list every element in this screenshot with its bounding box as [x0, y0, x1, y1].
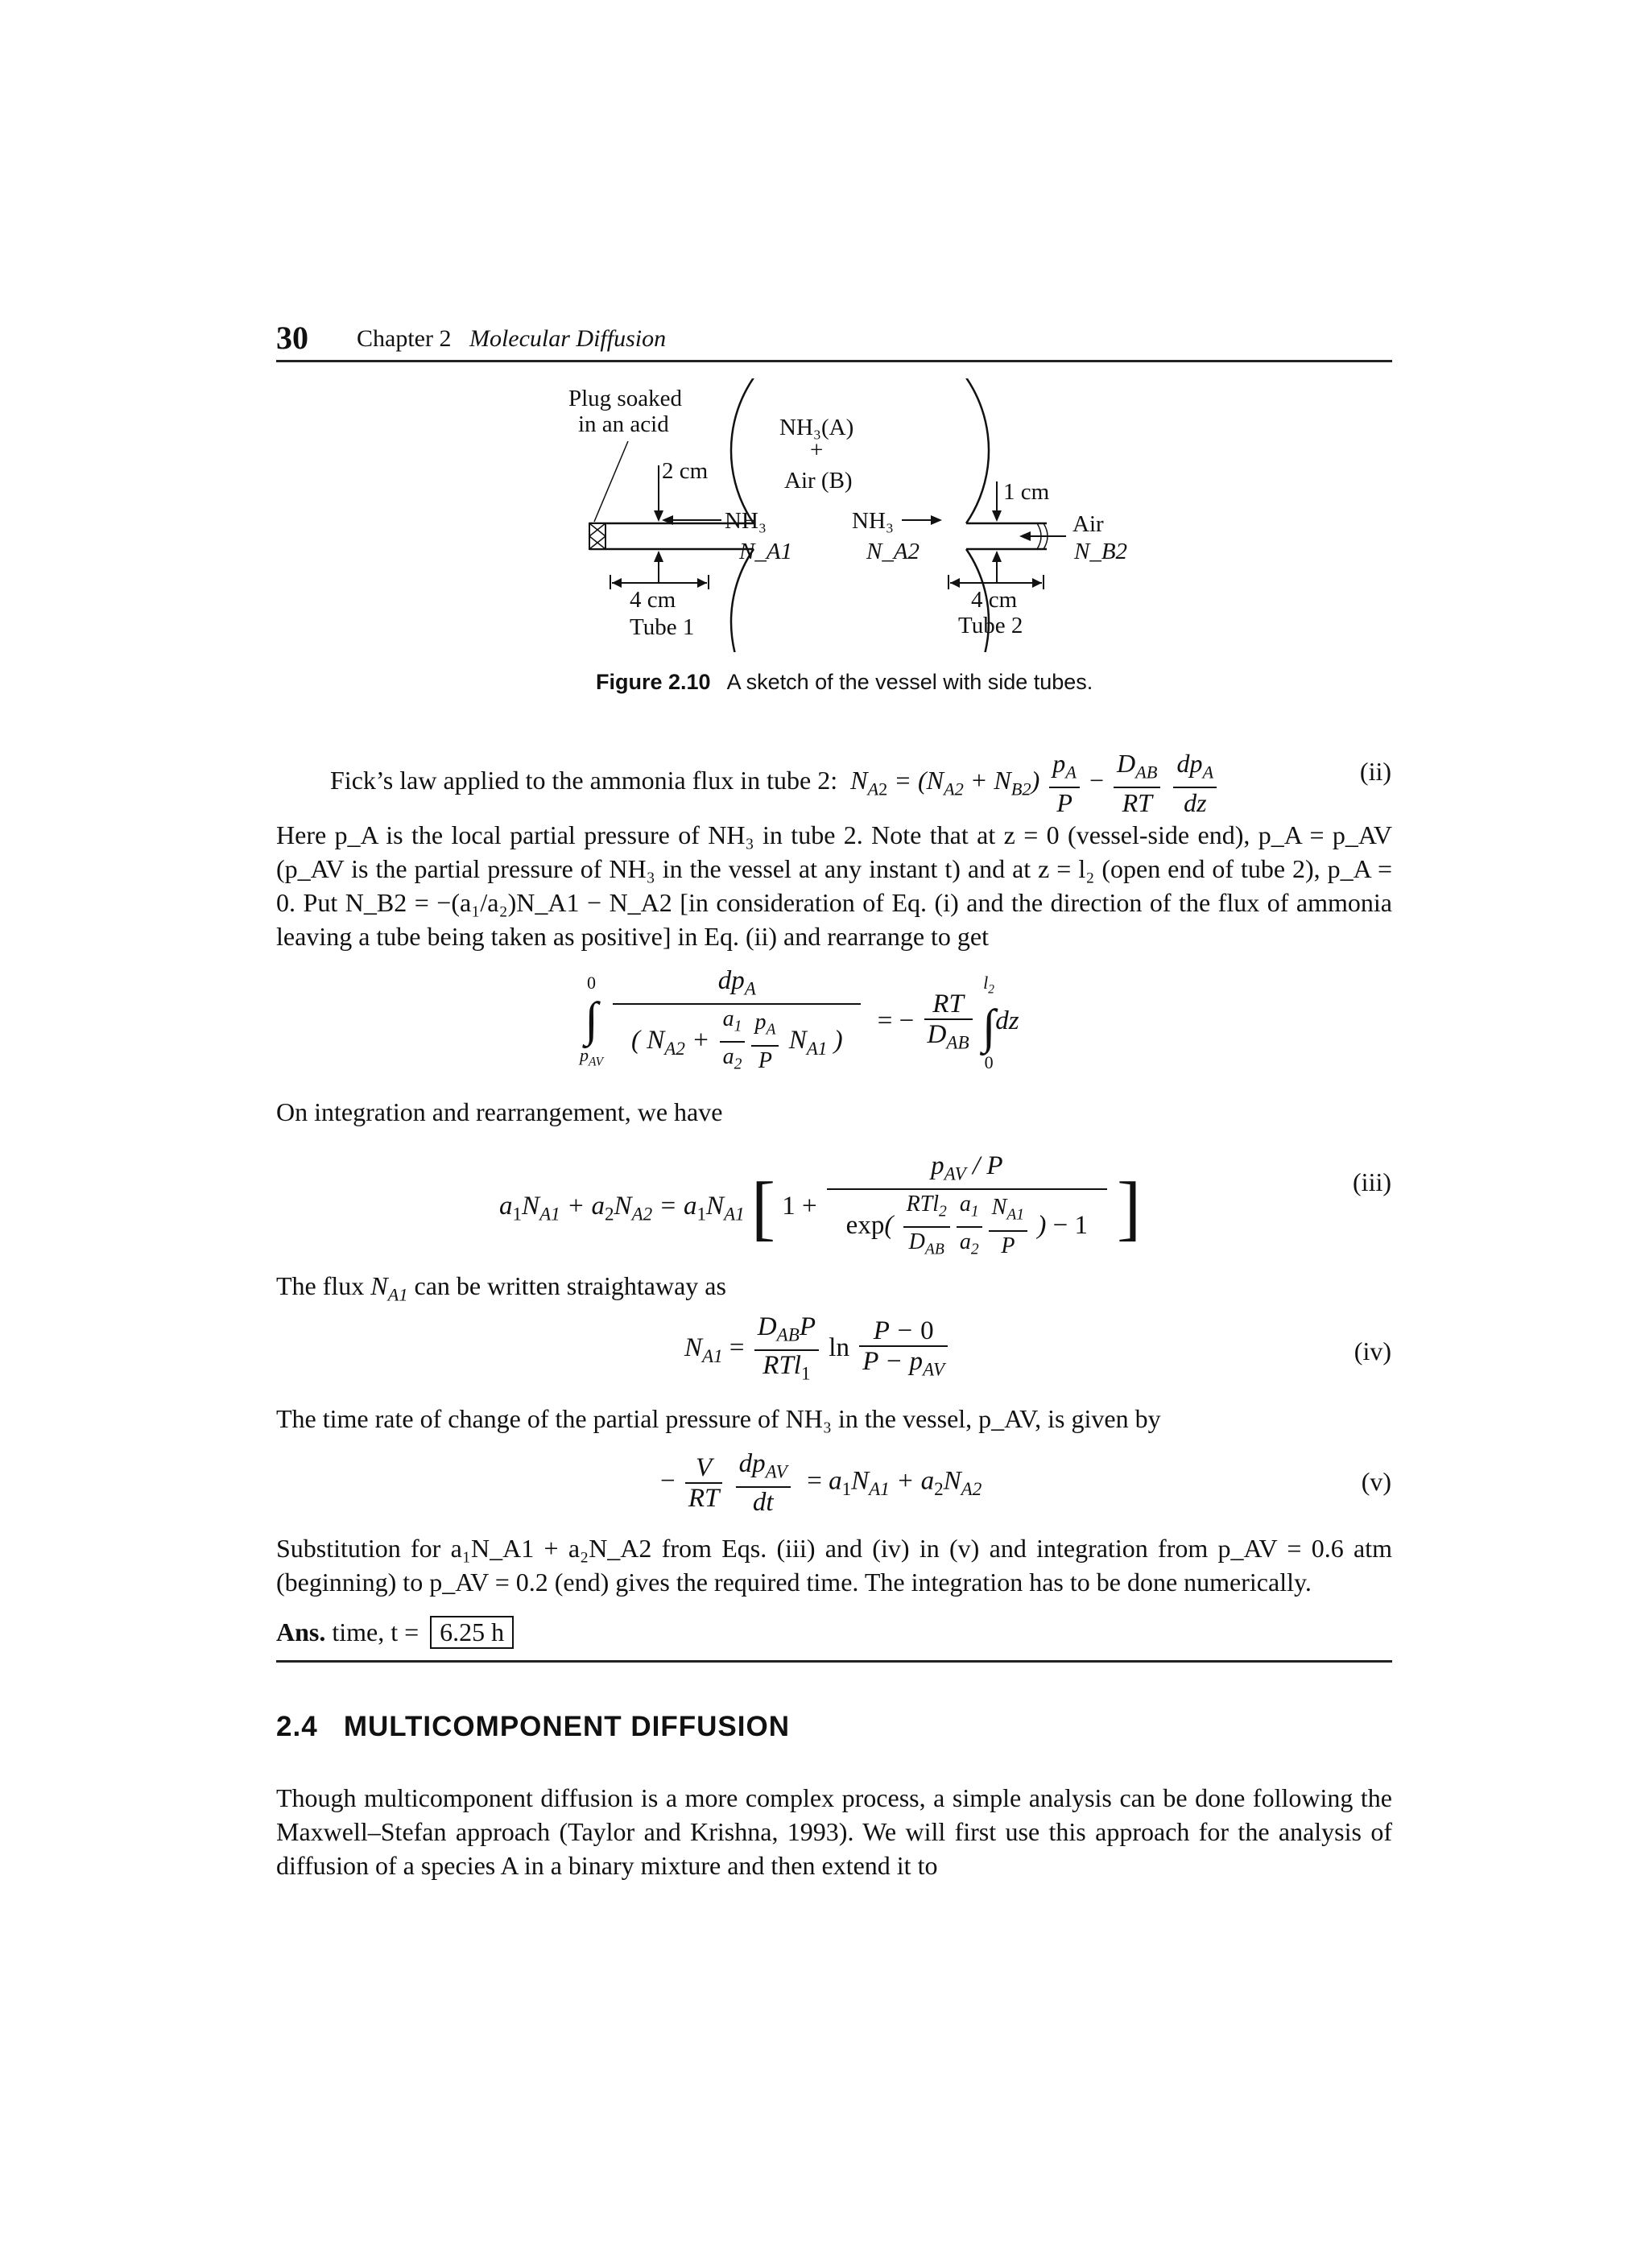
answer-value: 6.25 h: [430, 1616, 514, 1649]
example-end-rule: [276, 1660, 1392, 1663]
paragraph-boundary-conditions: Here p_A is the local partial pressure of NH₃ in tube 2. Note that at z = 0 (vessel-side end), p_A = p_AV (p_AV is the partial pressure of NH₃ in the vessel at any instant t) and at z = l₂ (open end of tube 2), p_A = 0. Put N_B2 = −(a₁/a₂)N_A1 − N_A2 [in consideration of Eq. (i) and the direction of the flux of ammonia leaving a tube being taken as positive] in Eq. (ii) and rearrange to get: [276, 820, 1392, 951]
vessel-lower-arc: [731, 549, 989, 652]
nh3-right-label: NH₃: [852, 508, 894, 534]
page-number: 30: [276, 320, 308, 356]
na2-label: N_A2: [866, 539, 920, 564]
plus-label: +: [810, 437, 824, 463]
paragraph-integration: On integration and rearrangement, we have: [276, 1097, 723, 1126]
nb2-label: N_B2: [1074, 539, 1128, 564]
answer-label: Ans.: [276, 1617, 326, 1646]
vessel-upper-arc: [731, 378, 989, 523]
section-heading: [276, 1711, 790, 1743]
equation-iv: $N_{A1}$ = $\frac{D_{AB}P}{RTl_1}$ ln $\frac{P - 0}{P - p_{AV}}$: [684, 1312, 951, 1387]
figure-number: Figure 2.10: [596, 670, 711, 694]
plug-label-line1: Plug soaked: [568, 386, 682, 411]
tube1-length-label: 4 cm: [630, 587, 676, 613]
plug-label-line2: in an acid: [578, 411, 669, 437]
eq-number-iv: (iv): [1354, 1336, 1391, 1365]
eq-number-iii: (iii): [1353, 1167, 1391, 1196]
flux-text-a: The flux: [276, 1271, 365, 1300]
paragraph-time-rate: The time rate of change of the partial pressure of NH₃ in the vessel, p_AV, is given by: [276, 1404, 1161, 1433]
species-a-label: NH₃(A): [779, 415, 854, 440]
eq-number-ii: (ii): [1359, 757, 1391, 786]
tube1-label: Tube 1: [630, 614, 695, 640]
air-label: Air: [1072, 511, 1104, 537]
tube2-length-label: 4 cm: [971, 587, 1018, 613]
answer-line: [276, 1616, 514, 1649]
paragraph-substitution: Substitution for a₁N_A1 + a₂N_A2 from Eqs. (iii) and (iv) in (v) and integration from p_AV = 0.6 atm (beginning) to p_AV = 0.2 (end) gives the required time. The integration has to be done numerically.: [276, 1534, 1392, 1597]
equation-v: − $\frac{V}{RT}$ $\frac{dp_{AV}}{dt}$ = $a_1N_{A1} + a_2N_{A2}$: [660, 1449, 982, 1517]
integral-equation: 0 ∫ $p_{AV}$ $dp_A$ ( $N_{A2}$ + $\frac{a_1}{a_2}$ $\frac{p_A}{P}$ $N_{A1}$ ) = − $\frac{RT}{D_{AB}}$ $l_2$ ∫ 0dz: [580, 966, 1019, 1073]
fick-intro: Fick’s law applied to the ammonia flux in tube 2:: [330, 766, 838, 795]
chapter-label: Chapter 2: [357, 325, 452, 352]
plug: [589, 523, 605, 549]
figure-caption: [596, 670, 1093, 695]
tube2-label: Tube 2: [958, 613, 1023, 638]
chapter-title: Molecular Diffusion: [469, 325, 667, 352]
nh3-left-label: NH₃: [725, 508, 767, 534]
one-cm-label: 1 cm: [1003, 479, 1050, 505]
fick-law-line: Fick’s law applied to the ammonia flux in tube 2: $N_{A2} = (N_{A2} + N_{B2})$ $\frac{p_A}{P}$ − $\frac{D_{AB}}{RT}$ $\frac{dp_A}{dz}$: [330, 749, 1220, 817]
equation-iii: $a_1N_{A1} + a_2N_{A2} = a_1N_{A1}$ [ 1 + $p_{AV}$ / P exp( $\frac{RTl_2}{D_{AB}}$ $\frac{a_1}{a_2}$ $\frac{N_{A1}}{P}$ ) − 1 ]: [499, 1151, 1142, 1258]
running-header: [357, 325, 666, 353]
section-paragraph: Though multicomponent diffusion is a more complex process, a simple analysis can be done following the Maxwell–Stefan approach (Taylor and Krishna, 1993). We will first use this approach for the analysis of diffusion of a species A in a binary mixture and then extend it to: [276, 1783, 1392, 1880]
section-number: 2.4: [276, 1711, 318, 1742]
vessel-figure: [564, 378, 1143, 652]
two-cm-label: 2 cm: [662, 458, 709, 484]
air-b-label: Air (B): [784, 468, 853, 494]
eq-number-v: (v): [1361, 1467, 1391, 1496]
paragraph-flux: The flux $N_{A1}$ can be written straightaway as: [276, 1271, 726, 1305]
header-rule: [276, 360, 1392, 362]
section-title: MULTICOMPONENT DIFFUSION: [343, 1711, 790, 1742]
figure-caption-text: A sketch of the vessel with side tubes.: [726, 670, 1093, 694]
na1-label: N_A1: [739, 539, 793, 564]
answer-text: time, t =: [332, 1617, 419, 1646]
flux-text-b: can be written straightaway as: [414, 1271, 726, 1300]
